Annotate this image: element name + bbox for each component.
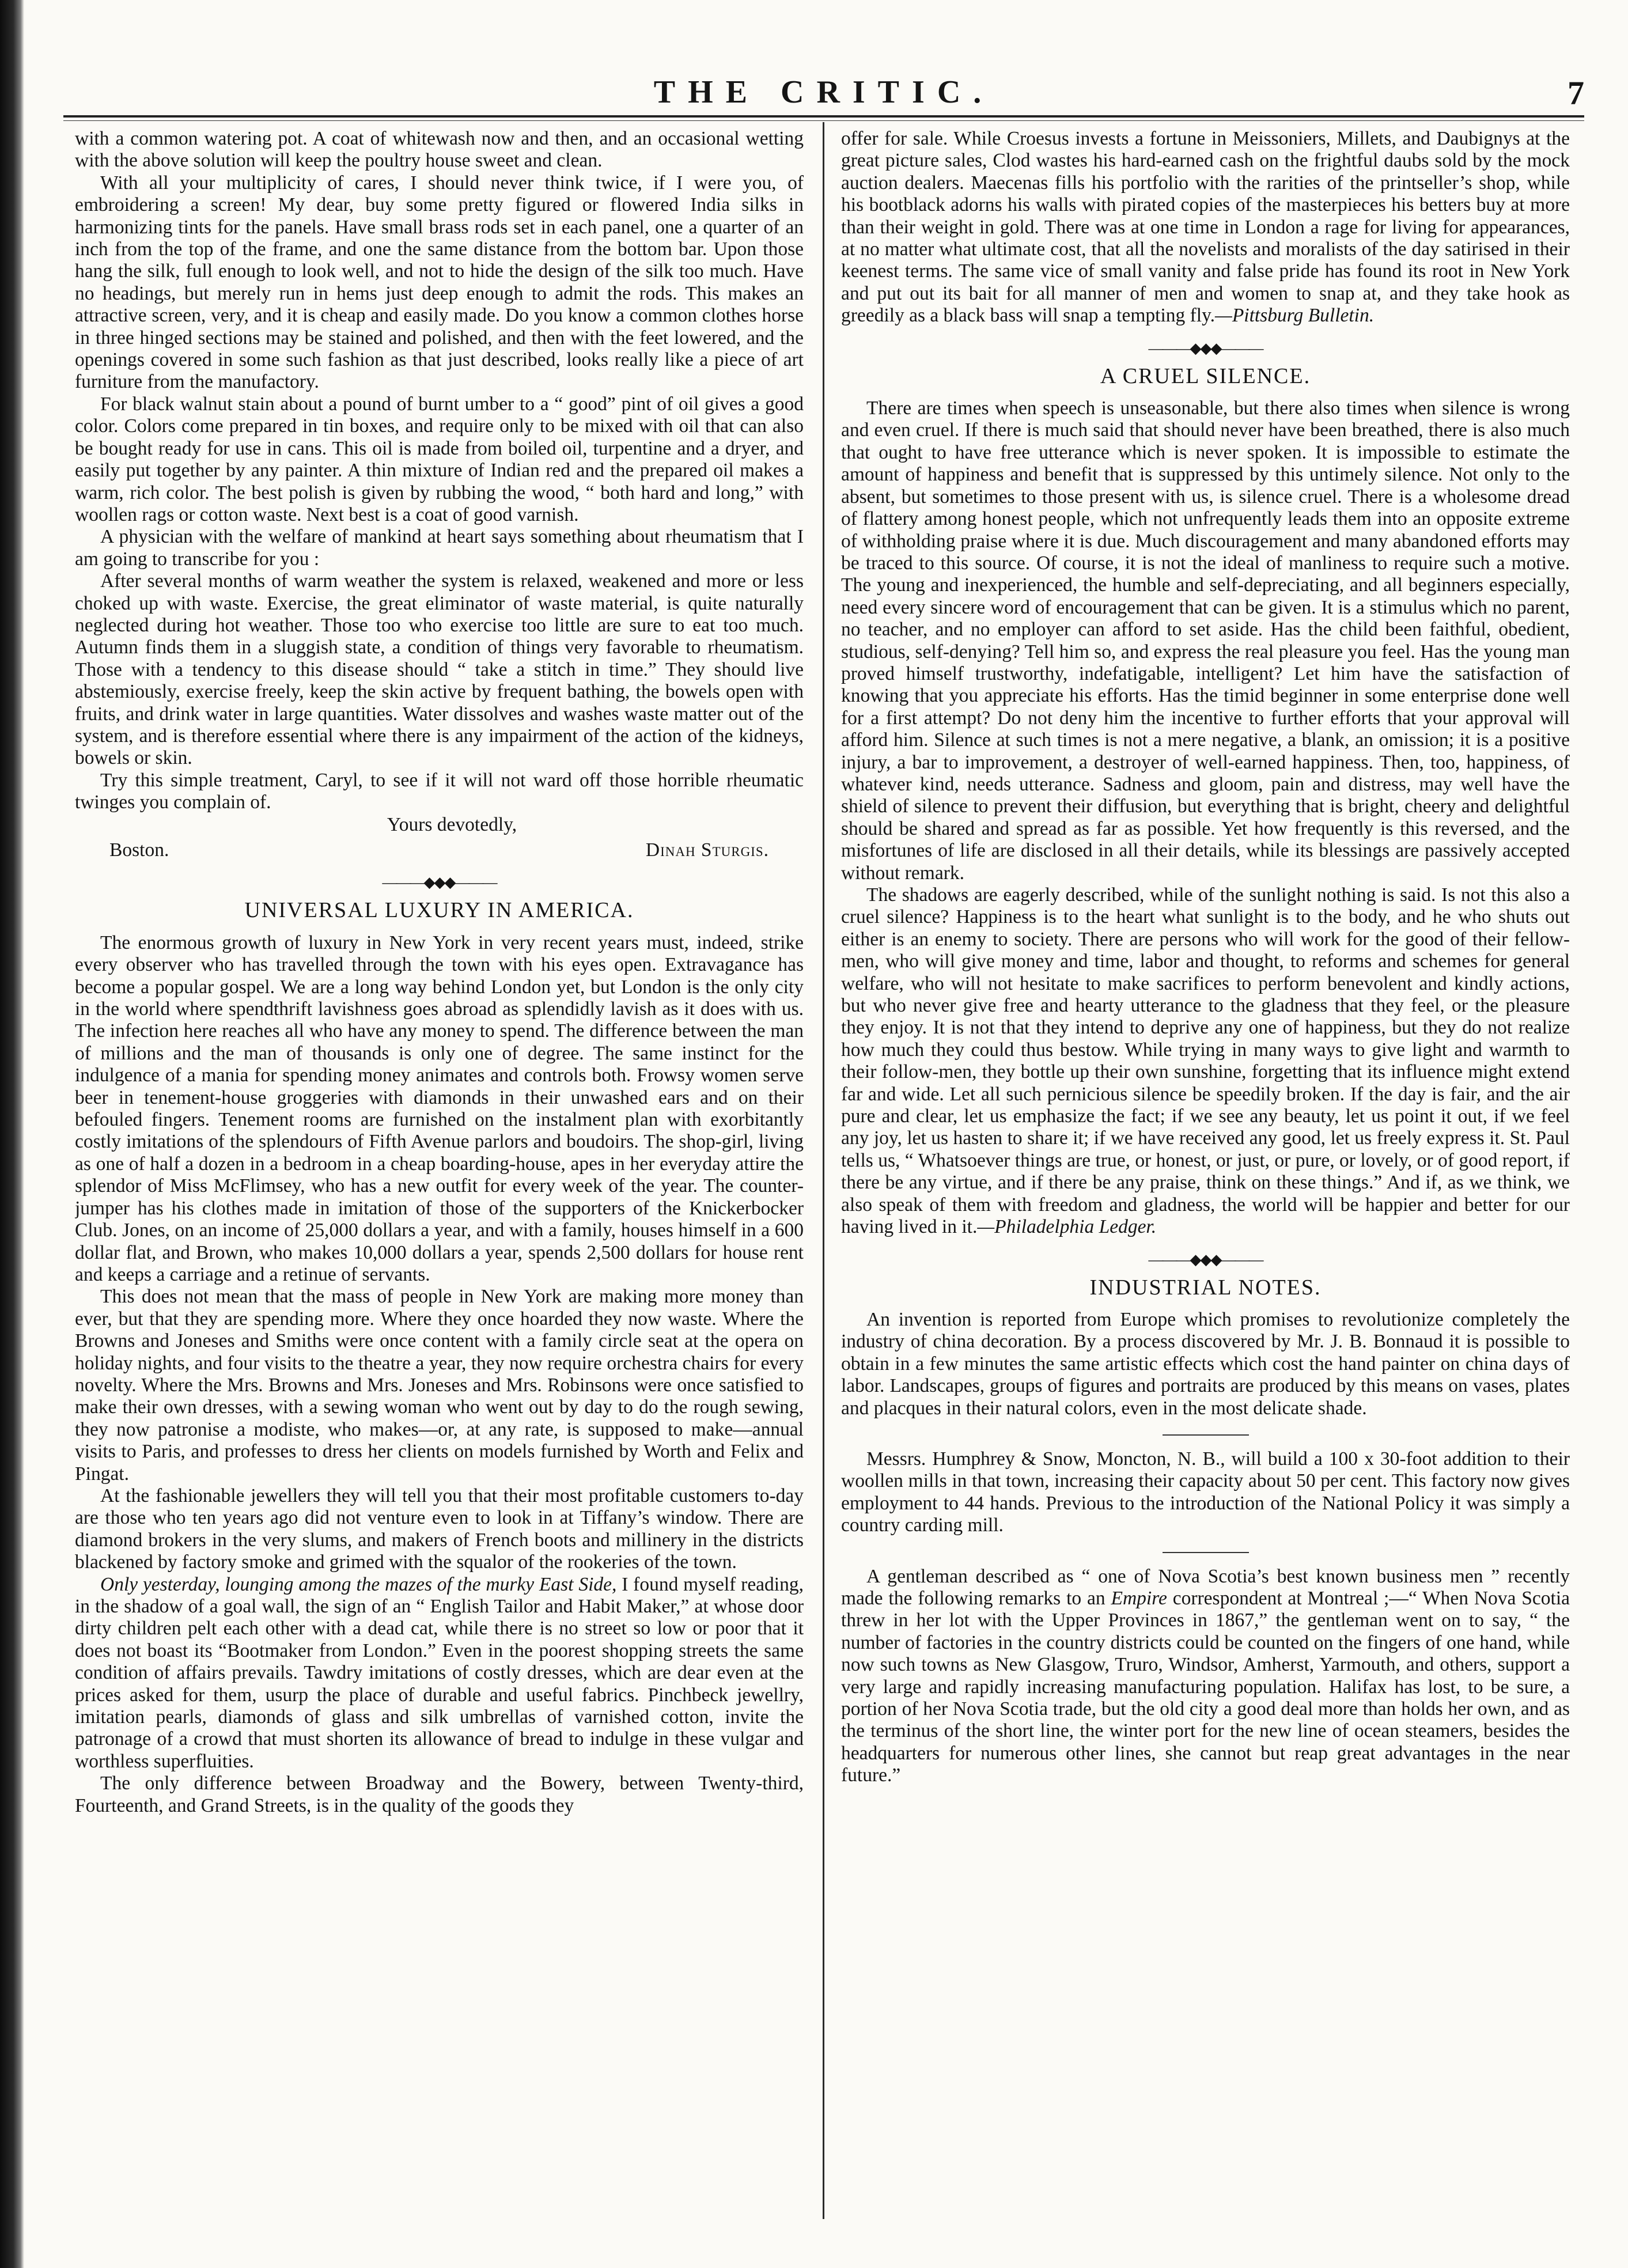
paragraph <box>841 1566 1570 1787</box>
short-rule <box>1163 1434 1249 1436</box>
source-credit: —Pittsburg Bulletin. <box>1215 305 1375 327</box>
paragraph: This does not mean that the mass of people in New York are making more money than ever, but that they are spending more. Where they once hoarded they now waste. Where the Browns and Joneses and Smiths were once content with a family circle seat at the opera on holiday nights, and four visits to the theatre a year, they now require orchestra chairs for every novelty. Where the Mrs. Browns and Mrs. Joneses and Mrs. Robinsons were once satisfied to make their own dresses, with a sewing woman who went out by day to do the rough sewing, they now patronise a modiste, who makes—or, at any rate, is supposed to make—annual visits to Paris, and professes to dress her clients on models furnished by Worth and Felix and Pingat. <box>75 1286 804 1485</box>
section-ornament: ———◆◆◆——— <box>1148 339 1263 357</box>
paragraph-text: correspondent at Montreal ;—“ When Nova Scotia threw in her lot with the Upper Provinces in 1867,” the gentleman went on to say, “ the number of factories in the country districts could be counted on the fingers of one hand, while now such towns as New Glasgow, Truro, Windsor, Amherst, Yarmouth, and others, support a very large and rapidly increasing manufacturing population. Halifax has lost, to be sure, a portion of her Nova Scotia trade, but the old city a good deal more than holds her own, and as the terminus of the short line, the winter port for the new line of ocean steamers, besides the headquarters for numerous other lines, she cannot but reap great advantages in the near future.” <box>841 1587 1570 1786</box>
paragraph: The only difference between Broadway and the Bowery, between Twenty-third, Fourteenth, and Grand Streets, is in the quality of the goods they <box>75 1773 804 1816</box>
page-binding-edge <box>0 0 24 2268</box>
column-divider <box>823 122 824 2219</box>
paragraph: For black walnut stain about a pound of burnt umber to a “ good” pint of oil gives a good color. Colors come prepared in tin boxes, and require only to be mixed with oil that can also be bought ready for use in cans. This oil is made from boiled oil, turpentine and a dryer, and easily put together by any painter. A thin mixture of Indian red and the prepared oil makes a warm, rich color. The best polish is given by rubbing the wood, “ both hard and long,” with woollen rags or cotton waste. Next best is a coat of good varnish. <box>75 393 804 525</box>
paragraph-text: The shadows are eagerly described, while of the sunlight nothing is said. Is not this also a cruel silence? Happiness is to the heart what sunlight is to the body, and he who shuts out either is an enemy to society. There are persons who will work for the good of their fellow-men, who will give money and time, labor and thought, to reforms and schemes for general welfare, who will not hesitate to make sacrifices to perform benevolent and kindly actions, but who never give free and hearty utterance to the gladness that they feel, or the pleasure they enjoy. It is not that they intend to deprive any one of happiness, but they do not realize how much they could thus bestow. While trying in many ways to give light and warmth to their follow-men, they bottle up their own sunshine, forgetting that its influence might extend far and wide. Let all such pernicious silence be speedily broken. If the day is fair, and the air pure and clear, let us emphasize the fact; if we see any beauty, let us point it out, if we feel any joy, let us hasten to share it; if we have received any good, let us freely express it. St. Paul tells us, “ Whatsoever things are true, or honest, or just, or pure, or lovely, or of good report, if there be any virtue, and if there be any praise, think on these things.” And if, as we think, we also speak of them with freedom and gladness, the world will be happier and better for our having lived in it. <box>841 884 1570 1238</box>
paragraph: With all your multiplicity of cares, I should never think twice, if I were you, of embroidering a screen! My dear, buy some pretty figured or flowered India silks in harmonizing tints for the panels. Have small brass rods set in each panel, one a quarter of an inch from the top of the frame, and one the same distance from the bottom bar. Upon those hang the silk, full enough to look well, and not to hide the design of the silk too much. Have no headings, but merely run in hems just deep enough to admit the rods. This makes an attractive screen, very, and it is cheap and easily made. Do you know a common clothes horse in three hinged sections may be stained and polished, and then with the feet lowered, and the openings covered in some such fashion as that just described, looks really like a piece of art furniture from the manufactory. <box>75 172 804 393</box>
paragraph <box>75 1574 804 1773</box>
masthead: THE CRITIC. <box>653 74 994 110</box>
paragraph-text: offer for sale. While Croesus invests a fortune in Meissoniers, Millets, and Daubignys at the great picture sales, Clod wastes his hard-earned cash on the frightful daubs sold by the mock auction dealers. Maecenas fills his portfolio with the rarities of the printseller’s shop, while his bootblack adorns his walls with pirated copies of the masterpieces his betters buy at more than their weight in gold. There was at one time in London a rage for living for appearances, at no matter what ultimate cost, that all the novelists and moralists of the day satirised in their keenest terms. The same vice of small vanity and false pride has found its root in New York and put out its bait for all manner of men and women to snap at, and they take hook as greedily as a black bass will snap a tempting fly. <box>841 128 1570 327</box>
paragraph: A physician with the welfare of mankind at heart says something about rheumatism that I am going to transcribe for you : <box>75 526 804 570</box>
short-rule <box>1163 1552 1249 1553</box>
section-ornament: ———◆◆◆——— <box>382 874 497 891</box>
italic-phrase: Only yesterday, lounging among the mazes of the murky East Side, <box>100 1573 617 1595</box>
paragraph: An invention is reported from Europe which promises to revolutionize completely the industry of china decoration. By a process discovered by Mr. J. B. Bonnaud it is possible to obtain in a few minutes the same artistic effects which cost the hand painter on china days of labor. Landscapes, groups of figures and portraits are produced by this means on vases, plates and placques in their natural colors, even in the most delicate shade. <box>841 1308 1570 1419</box>
paragraph: There are times when speech is unseasonable, but there also times when silence is wrong and even cruel. If there is much said that should never have been breathed, there is also much that ought to have free utterance which is never spoken. It is impossible to estimate the amount of happiness and benefit that is suppressed by this untimely silence. Not only to the absent, but sometimes to those present with us, is silence cruel. There is a wholesome dread of flattery among honest people, which not unfrequently leads them into an opposite extreme of withholding praise where it is due. Much discouragement and many abandoned efforts may be traced to this source. Of course, it is not the ideal of manliness to require such a motive. The young and inexperienced, the humble and self-depreciating, and all beginners especially, need every sincere word of encouragement that can be given. It is a stimulus which no parent, no teacher, and no employer can afford to set aside. Has the child been faithful, obedient, studious, self-denying? Tell him so, and express the real pleasure you feel. Has the young man proved himself trustworthy, indefatigable, intelligent? Let him have the satisfaction of knowing that you appreciate his efforts. Has the timid beginner in some enterprise done well for a first attempt? Do not deny him the incentive to further efforts that your approval will afford him. Silence at such times is not a mere negative, a blank, an omission; it is a positive injury, a bar to improvement, a destroyer of well-earned happiness. Then, too, happiness, of whatever kind, needs utterance. Sadness and gloom, pain and distress, may well have the shield of silence to prevent their diffusion, but everything that is bright, cheery and delightful should be shared and spread as far as possible. Yet how frequently is this reversed, and the misfortunes of life are disclosed in all their details, while its blessings are passively accepted without remark. <box>841 397 1570 884</box>
page-number: 7 <box>1568 74 1584 112</box>
signature-line <box>75 839 804 861</box>
page-header <box>63 74 1584 112</box>
article-heading-silence: A CRUEL SILENCE. <box>1100 364 1311 388</box>
paragraph: with a common watering pot. A coat of whitewash now and then, and an occasional wetting with the above solution will keep the poultry house sweet and clean. <box>75 128 804 172</box>
left-column <box>75 128 804 2236</box>
paragraph <box>841 884 1570 1239</box>
header-rule <box>63 115 1584 118</box>
section-ornament: ———◆◆◆——— <box>1148 1251 1263 1268</box>
paragraph: After several months of warm weather the system is relaxed, weakened and more or less choked up with waste. Exercise, the great eliminator of waste material, is quite naturally neglected during hot weather. Those too who exercise too little are sure to eat too much. Autumn finds them in a sluggish state, a condition of things very favorable to rheumatism. Those with a tendency to this disease should “ take a stitch in time.” They should live abstemiously, exercise freely, keep the skin active by frequent bathing, the bowels open with fruits, and drink water in large quantities. Water dissolves and washes waste matter out of the system, and is therefore essential where there is any impairment of the action of the kidneys, bowels or skin. <box>75 570 804 769</box>
paragraph-text: I found myself reading, in the shadow of a goal wall, the sign of an “ English Tailor and Habit Maker,” at whose door dirty children pelt each other with a dead cat, while there is no street so low or poor that it does not boast its “Bootmaker from London.” Even in the poorest shopping streets the same condition of affairs prevails. Tawdry imitations of costly dresses, which are dear even at the prices asked for them, usurp the place of durable and useful fabrics. Pinchbeck jewellry, imitation pearls, diamonds of glass and silk umbrellas of varnished cotton, invite the patronage of a crowd that must shorten its allowance of bread to indulge in these vulgar and worthless superfluities. <box>75 1573 804 1772</box>
article-heading-luxury: UNIVERSAL LUXURY IN AMERICA. <box>244 898 634 923</box>
letter-place: Boston. <box>109 839 169 861</box>
paragraph: The enormous growth of luxury in New York in very recent years must, indeed, strike every observer who has travelled through the town with his eyes open. Extravagance has become a popular gospel. We are a long way behind London yet, but London is the only city in the world where spendthrift lavishness goes abroad as splendidly lavish as it does with us. The infection here reaches all who have any money to spend. The difference between the man of millions and the man of thousands is only one of degree. The same instinct for the indulgence of a mania for spending money animates and controls both. Frowsy women serve beer in tenement-house groggeries with diamonds in their unwashed ears and on their befouled fingers. Tenement rooms are furnished on the instalment plan with exorbitantly costly imitations of the splendours of Fifth Avenue parlors and boudoirs. The shop-girl, living as one of half a dozen in a bedroom in a cheap boarding-house, apes in her everyday attire the splendor of Miss McFlimsey, who has a new outfit for every week of the year. The counter-jumper has his clothes made in imitation of those of the supporters of the Knickerbocker Club. Jones, on an income of 25,000 dollars a year, and with a family, houses himself in a 600 dollar flat, and Brown, who makes 10,000 dollars a year, spends 2,500 dollars for house rent and keeps a carriage and a retinue of servants. <box>75 932 804 1285</box>
italic-word: Empire <box>1111 1587 1167 1609</box>
right-column <box>841 128 1570 2236</box>
article-heading-notes: INDUSTRIAL NOTES. <box>1089 1275 1322 1300</box>
paragraph: At the fashionable jewellers they will tell you that their most profitable customers to-day are those who ten years ago did not venture even to look in at Tiffany’s window. There are diamond brokers in the very slums, and makers of French boots and millinery in the districts blackened by factory smoke and grimed with the squalor of the rookeries of the town. <box>75 1485 804 1573</box>
paragraph: Try this simple treatment, Caryl, to see if it will not ward off those horrible rheumatic twinges you complain of. <box>75 769 804 813</box>
letter-signoff: Yours devotedly, <box>387 813 517 835</box>
source-credit: —Philadelphia Ledger. <box>977 1216 1157 1238</box>
paragraph-text: A gentleman described as “ one of Nova Scotia’s best known business men ” recently made the following remarks to an <box>841 1565 1570 1609</box>
letter-signature: Dinah Sturgis. <box>645 839 769 861</box>
paragraph <box>841 128 1570 327</box>
header-rule-thin <box>63 120 1584 121</box>
paragraph: Messrs. Humphrey & Snow, Moncton, N. B., will build a 100 x 30-foot addition to their woollen mills in that town, increasing their capacity about 50 per cent. This factory now gives employment to 44 hands. Previous to the introduction of the National Policy it was simply a country carding mill. <box>841 1448 1570 1536</box>
